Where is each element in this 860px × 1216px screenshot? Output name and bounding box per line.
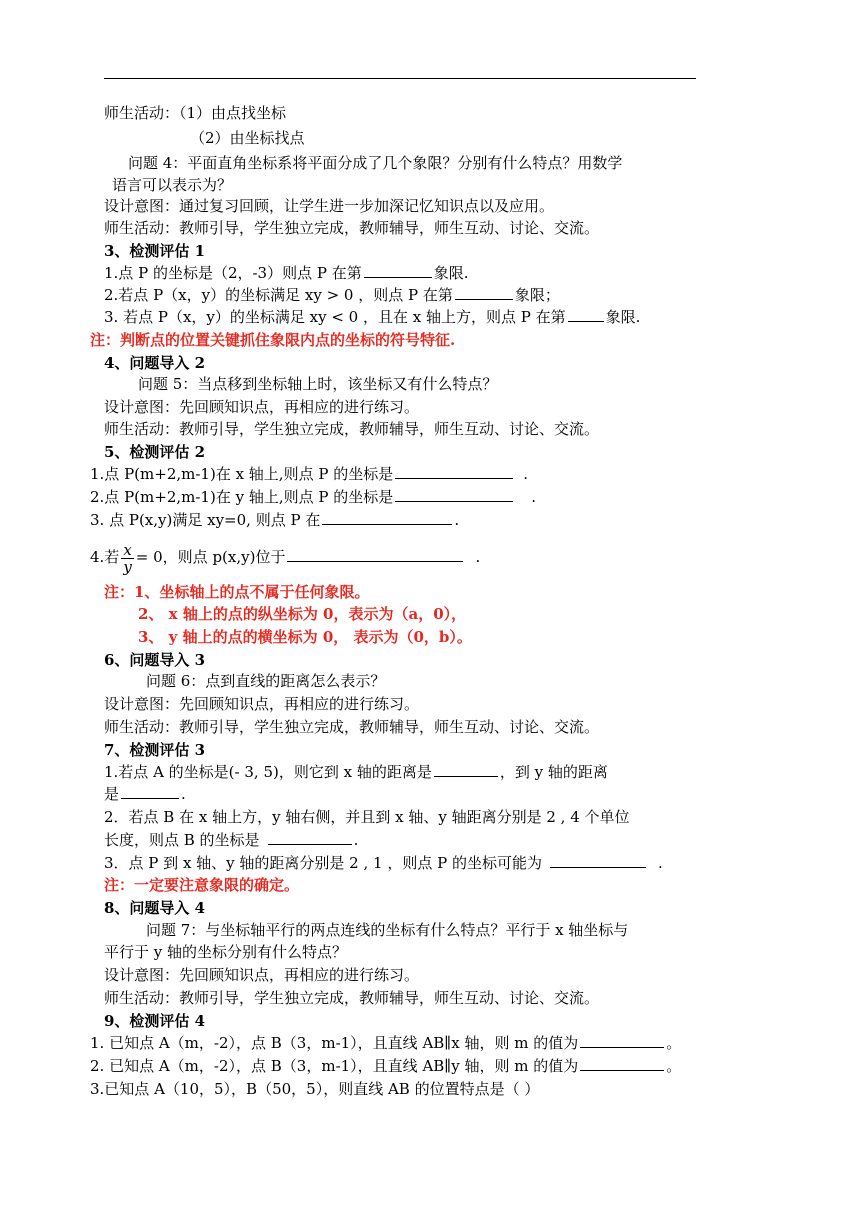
text-line: 设计意图：先回顾知识点，再相应的进行练习。	[104, 966, 420, 984]
text-line: 师生活动：教师引导，学生独立完成，教师辅导，师生互动、讨论、交流。	[104, 420, 600, 438]
question-text: .	[181, 785, 186, 803]
text-line: （2）由坐标找点	[190, 129, 305, 147]
text-line: 2．若点 B 在 x 轴上方，y 轴右侧，并且到 x 轴、y 轴距离分别是 2 , 4 个单位	[104, 808, 630, 826]
question-text: .	[454, 511, 460, 529]
question-text: 1.点 P 的坐标是（2，-3）则点 P 在第	[104, 264, 362, 282]
question-line	[104, 784, 186, 804]
text-line: 3.已知点 A（10，5），B（50，5），则直线 AB 的位置特点是（ ）	[90, 1080, 540, 1098]
question-line	[90, 464, 528, 484]
question-line	[104, 285, 560, 305]
question-line	[104, 762, 608, 782]
answer-blank	[121, 784, 179, 799]
answer-blank	[550, 853, 646, 868]
question-text: 1.点 P(m+2,m-1)在 x 轴上,则点 P 的坐标是	[90, 465, 394, 483]
note-line: 注：1、坐标轴上的点不属于任何象限。	[104, 583, 370, 601]
question-text: 4.若	[90, 548, 120, 566]
question-text: 2.若点 P（x，y）的坐标满足 xy > 0 ，则点 P 在第	[104, 286, 453, 304]
question-text: 3. 点 P(x,y)满足 xy=0, 则点 P 在	[90, 511, 321, 529]
question-text: 1.若点 A 的坐标是(- 3, 5)，则它到 x 轴的距离是	[104, 763, 432, 781]
text-line: 问题 4：平面直角坐标系将平面分成了几个象限？分别有什么特点？用数学	[128, 154, 623, 172]
question-text: 。	[666, 1057, 682, 1075]
question-text: ，到 y 轴的距离	[499, 763, 608, 781]
section-heading: 7、检测评估 3	[104, 741, 206, 759]
note-line: 注：一定要注意象限的确定。	[104, 876, 300, 894]
answer-blank	[568, 307, 604, 322]
section-heading: 3、检测评估 1	[104, 242, 206, 260]
answer-blank	[364, 263, 432, 278]
text-line: 设计意图：通过复习回顾，让学生进一步加深记忆知识点以及应用。	[104, 197, 555, 215]
section-heading: 8、问题导入 4	[104, 899, 206, 917]
text-line: 师生活动：教师引导，学生独立完成，教师辅导，师生互动、讨论、交流。	[104, 989, 600, 1007]
question-line	[104, 307, 640, 327]
text-line: 师生活动：（1）由点找坐标	[104, 104, 287, 122]
text-line: 师生活动：教师引导，学生独立完成，教师辅导，师生互动、讨论、交流。	[104, 219, 600, 237]
question-text: 2. 已知点 A（m，-2），点 B（3，m-1），且直线 AB∥y 轴，则 m 的值为	[90, 1057, 579, 1075]
note-line: 2、 x 轴上的点的纵坐标为 0，表示为（a，0），	[138, 605, 467, 623]
text-line: 问题 7：与坐标轴平行的两点连线的坐标有什么特点？平行于 x 轴坐标与	[146, 921, 629, 939]
question-text: .	[353, 831, 359, 849]
question-text: 3. 若点 P（x，y）的坐标满足 xy < 0 ，且在 x 轴上方，则点 P 在第	[104, 308, 566, 326]
header-rule	[104, 78, 696, 79]
answer-blank	[580, 1056, 664, 1071]
question-text: 1. 已知点 A（m，-2），点 B（3，m-1），且直线 AB∥x 轴，则 m 的值为	[90, 1034, 579, 1052]
question-line	[90, 1056, 681, 1076]
question-text: 象限.	[605, 308, 641, 326]
note-line: 注：判断点的位置关键抓住象限内点的坐标的符号特征.	[90, 331, 456, 349]
text-line: 平行于 y 轴的坐标分别有什么特点？	[104, 943, 348, 961]
section-heading: 6、问题导入 3	[104, 651, 206, 669]
answer-blank	[580, 1033, 664, 1048]
text-line: 设计意图：先回顾知识点，再相应的进行练习。	[104, 695, 420, 713]
question-text: .	[531, 488, 537, 506]
question-text: .	[657, 854, 663, 872]
question-line	[90, 510, 459, 530]
text-line: 设计意图：先回顾知识点，再相应的进行练习。	[104, 398, 420, 416]
question-text: 是	[104, 785, 120, 803]
question-line	[104, 830, 358, 850]
fraction	[121, 542, 133, 575]
answer-blank	[287, 547, 463, 562]
question-line	[90, 1033, 681, 1053]
answer-blank	[455, 285, 513, 300]
question-line	[90, 487, 536, 507]
question-text: 长度，则点 B 的坐标是	[104, 831, 260, 849]
question-text: 象限.	[433, 264, 469, 282]
section-heading: 4、问题导入 2	[104, 354, 206, 372]
text-line: 问题 5：当点移到坐标轴上时，该坐标又有什么特点？	[138, 375, 498, 393]
answer-blank	[434, 762, 498, 777]
answer-blank	[395, 487, 513, 502]
question-text: 2.点 P(m+2,m-1)在 y 轴上,则点 P 的坐标是	[90, 488, 394, 506]
question-text: .	[523, 465, 528, 483]
question-line	[104, 853, 663, 873]
text-line: 语言可以表示为？	[112, 176, 233, 194]
answer-blank	[322, 510, 452, 525]
note-line: 3、 y 轴上的点的横坐标为 0， 表示为（0，b）。	[138, 628, 472, 646]
fraction-numerator: x	[121, 542, 133, 559]
answer-blank	[395, 464, 513, 479]
text-line: 师生活动：教师引导，学生独立完成，教师辅导，师生互动、讨论、交流。	[104, 718, 600, 736]
question-text: 3．点 P 到 x 轴、y 轴的距离分别是 2 , 1 ，则点 P 的坐标可能为	[104, 854, 542, 872]
section-heading: 9、检测评估 4	[104, 1012, 206, 1030]
text-line: 问题 6：点到直线的距离怎么表示？	[146, 672, 386, 690]
question-text: 。	[666, 1034, 682, 1052]
question-line	[90, 538, 480, 576]
section-heading: 5、检测评估 2	[104, 443, 206, 461]
question-text: = 0，则点 p(x,y)位于	[135, 548, 286, 566]
answer-blank	[268, 830, 352, 845]
question-text: .	[475, 548, 481, 566]
fraction-denominator: y	[123, 557, 132, 576]
question-text: 象限；	[514, 286, 560, 304]
question-line	[104, 263, 469, 283]
